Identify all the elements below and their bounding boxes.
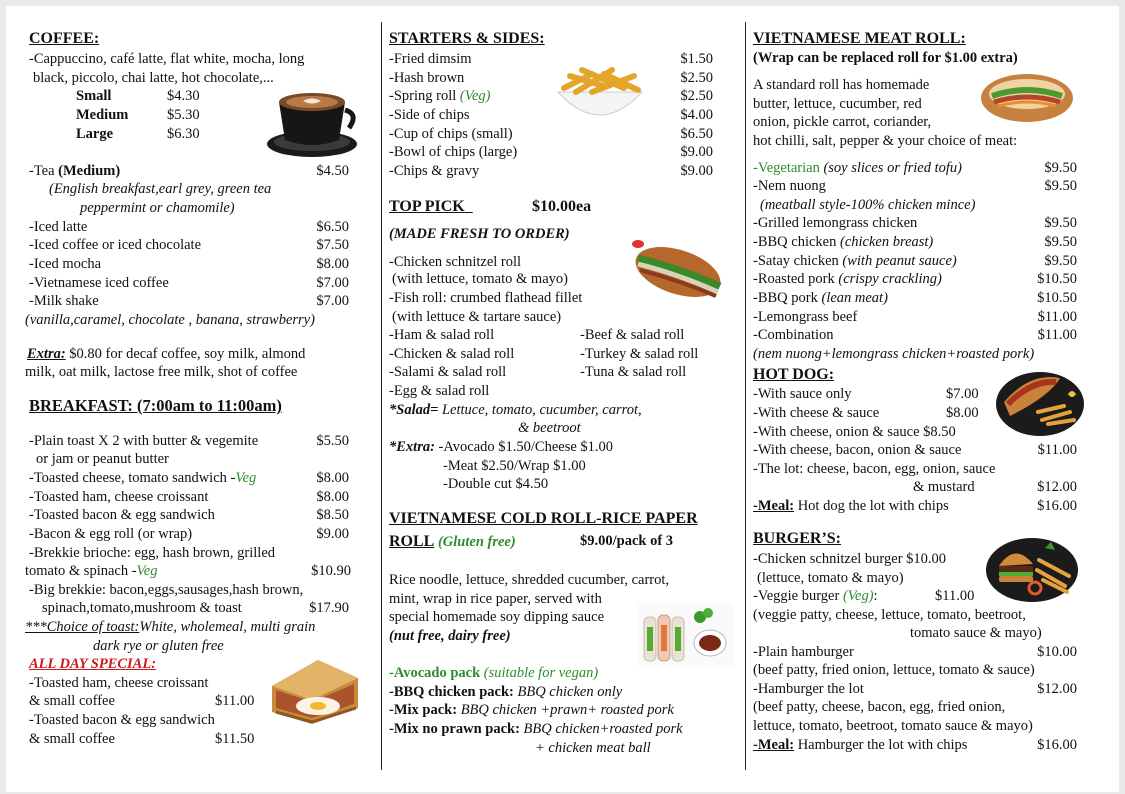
burger-price: $10.00 — [1037, 644, 1077, 660]
breakfast-item: -Bacon & egg roll (or wrap) — [29, 526, 193, 542]
breakfast-price: $8.50 — [316, 507, 349, 523]
coffee-list: black, piccolo, chai latte, hot chocolate,... — [33, 70, 274, 86]
size-price: $6.30 — [167, 126, 200, 142]
roll-item: -Ham & salad roll — [389, 327, 495, 343]
size-label: Large — [76, 126, 114, 142]
meat-item: -Roasted pork (crispy crackling) — [753, 271, 942, 287]
drink-item: -Iced latte — [29, 219, 88, 235]
meat-price: $10.50 — [1037, 271, 1077, 287]
hotdog-item: -With cheese, onion & sauce $8.50 — [753, 424, 956, 440]
burger-item: (beef patty, fried onion, lettuce, tomato & sauce) — [753, 662, 1035, 678]
banh-mi-image — [978, 64, 1076, 132]
burger-item: (veggie patty, cheese, lettuce, tomato, beetroot, — [753, 607, 1026, 623]
breakfast-price: $10.90 — [311, 563, 351, 579]
roll-item: -Egg & salad roll — [389, 383, 490, 399]
hotdog-price: $11.00 — [1037, 442, 1077, 458]
burger-price: $11.00 — [935, 588, 975, 604]
roll-item: -Beef & salad roll — [580, 327, 685, 343]
coldroll-desc: mint, wrap in rice paper, served with — [389, 591, 602, 607]
hotdog-item: & mustard — [913, 479, 975, 495]
size-price: $5.30 — [167, 107, 200, 123]
meat-item: -Satay chicken (with peanut sauce) — [753, 253, 957, 269]
breakfast-price: $9.00 — [316, 526, 349, 542]
allday-item: -Toasted bacon & egg sandwich — [29, 712, 215, 728]
burger-item: -Plain hamburger — [753, 644, 854, 660]
meat-item: -BBQ chicken (chicken breast) — [753, 234, 934, 250]
coffee-cup-image — [265, 88, 360, 160]
starter-price: $9.00 — [680, 163, 713, 179]
meat-price: $9.50 — [1044, 178, 1077, 194]
coffee-list: -Cappuccino, café latte, flat white, mocha, long — [29, 51, 305, 67]
hotdog-meal: -Meal: Hot dog the lot with chips — [753, 498, 949, 514]
starter-item: -Hash brown — [389, 70, 465, 86]
drink-price: $7.00 — [316, 275, 349, 291]
meat-price: $9.50 — [1044, 160, 1077, 176]
meatroll-desc: butter, lettuce, cucumber, red — [753, 96, 922, 112]
pack-item: -BBQ chicken pack: BBQ chicken only — [389, 684, 623, 700]
starters-heading: STARTERS & SIDES: — [389, 30, 545, 47]
meatroll-sub: (Wrap can be replaced roll for $1.00 extra) — [753, 50, 1018, 66]
coldroll-price: $9.00/pack of 3 — [580, 533, 674, 549]
extra-options: *Extra: -Avocado $1.50/Cheese $1.00 — [389, 439, 614, 455]
starter-item: -Side of chips — [389, 107, 470, 123]
breakfast-item: or jam or peanut butter — [36, 451, 169, 467]
burger-price: $16.00 — [1037, 737, 1077, 753]
coffee-heading: COFFEE: — [29, 30, 100, 47]
starter-item: -Chips & gravy — [389, 163, 480, 179]
meat-item: -Nem nuong — [753, 178, 826, 194]
toastie-image — [266, 656, 362, 726]
starter-price: $6.50 — [680, 126, 713, 142]
rice-paper-roll-image — [638, 603, 734, 667]
meatroll-desc: hot chilli, salt, pepper & your choice of meat: — [753, 133, 1018, 149]
salad-note: & beetroot — [518, 420, 581, 436]
toppick-item: (with lettuce & tartare sauce) — [392, 309, 562, 325]
tea-item: -Tea (Medium) — [29, 163, 121, 179]
coldroll-desc: (nut free, dairy free) — [389, 628, 511, 644]
extra-note: Extra: $0.80 for decaf coffee, soy milk, almond — [27, 346, 306, 362]
toast-choice: ***Choice of toast:White, wholemeal, multi grain — [25, 619, 316, 635]
extra-options: -Double cut $4.50 — [443, 476, 549, 492]
extra-options: -Meat $2.50/Wrap $1.00 — [443, 458, 586, 474]
tea-note: peppermint or chamomile) — [80, 200, 235, 216]
burger-item: tomato sauce & mayo) — [910, 625, 1042, 641]
allday-item: -Toasted ham, cheese croissant — [29, 675, 209, 691]
breakfast-price: $8.00 — [316, 470, 349, 486]
starter-item: -Cup of chips (small) — [389, 126, 513, 142]
tea-price: $4.50 — [316, 163, 349, 179]
meat-price: $9.50 — [1044, 215, 1077, 231]
coldroll-desc: special homemade soy dipping sauce — [389, 609, 605, 625]
pack-item: -Avocado pack (suitable for vegan) — [389, 665, 599, 681]
column-divider — [745, 22, 746, 770]
meatroll-desc: onion, pickle carrot, coriander, — [753, 114, 932, 130]
breakfast-item: -Toasted ham, cheese croissant — [29, 489, 209, 505]
coldroll-heading: ROLL (Gluten free) — [389, 533, 516, 550]
meat-price: $11.00 — [1037, 327, 1077, 343]
burger-item: (lettuce, tomato & mayo) — [757, 570, 904, 586]
pack-item: -Mix no prawn pack: BBQ chicken+roasted pork — [389, 721, 683, 737]
toppick-item: -Chicken schnitzel roll — [389, 254, 522, 270]
meat-item: -Lemongrass beef — [753, 309, 858, 325]
breakfast-item: -Brekkie brioche: egg, hash brown, grilled — [29, 545, 276, 561]
starter-price: $1.50 — [680, 51, 713, 67]
allday-item: & small coffee — [29, 693, 115, 709]
pack-item: + chicken meat ball — [535, 740, 651, 756]
drink-price: $6.50 — [316, 219, 349, 235]
size-label: Small — [76, 88, 112, 104]
toppick-sub: (MADE FRESH TO ORDER) — [389, 226, 570, 242]
chips-image — [552, 62, 648, 132]
allday-price: $11.00 — [215, 693, 255, 709]
hotdog-image — [994, 366, 1086, 438]
size-label: Medium — [76, 107, 129, 123]
combo-note: (nem nuong+lemongrass chicken+roasted pork) — [753, 346, 1035, 362]
starter-item: -Spring roll (Veg) — [389, 88, 491, 104]
starter-price: $2.50 — [680, 88, 713, 104]
hotdog-price: $16.00 — [1037, 498, 1077, 514]
drink-item: -Milk shake — [29, 293, 99, 309]
roll-item: -Turkey & salad roll — [580, 346, 699, 362]
breakfast-heading: BREAKFAST: (7:00am to 11:00am) — [29, 396, 282, 415]
hotdog-item: -With cheese & sauce — [753, 405, 880, 421]
roll-item: -Salami & salad roll — [389, 364, 507, 380]
column-divider — [381, 22, 382, 770]
meat-item: -Vegetarian (soy slices or fried tofu) — [753, 160, 962, 176]
toppick-item: -Fish roll: crumbed flathead fillet — [389, 290, 583, 306]
coldroll-desc: Rice noodle, lettuce, shredded cucumber, carrot, — [389, 572, 670, 588]
salad-note: *Salad= Lettuce, tomato, cucumber, carrot, — [389, 402, 642, 418]
breakfast-price: $17.90 — [309, 600, 349, 616]
meat-item: -Combination — [753, 327, 834, 343]
hotdog-item: -The lot: cheese, bacon, egg, onion, sauce — [753, 461, 996, 477]
drink-item: -Iced coffee or iced chocolate — [29, 237, 202, 253]
burger-image — [985, 536, 1080, 604]
hotdog-item: -With cheese, bacon, onion & sauce — [753, 442, 962, 458]
meat-item: -Grilled lemongrass chicken — [753, 215, 918, 231]
drink-item: -Iced mocha — [29, 256, 102, 272]
hotdog-price: $7.00 — [946, 386, 979, 402]
breakfast-item: -Toasted bacon & egg sandwich — [29, 507, 215, 523]
roll-item: -Tuna & salad roll — [580, 364, 687, 380]
starter-price: $2.50 — [680, 70, 713, 86]
burger-item: -Hamburger the lot — [753, 681, 864, 697]
burger-item: -Chicken schnitzel burger $10.00 — [753, 551, 947, 567]
breakfast-price: $5.50 — [316, 433, 349, 449]
size-price: $4.30 — [167, 88, 200, 104]
roll-item: -Chicken & salad roll — [389, 346, 515, 362]
toppick-heading: TOP PICK — [389, 198, 465, 215]
breakfast-item: -Big brekkie: bacon,eggs,sausages,hash brown, — [29, 582, 304, 598]
meatroll-heading: VIETNAMESE MEAT ROLL: — [753, 30, 966, 47]
drink-price: $7.50 — [316, 237, 349, 253]
toppick-price: $10.00ea — [532, 198, 592, 215]
burger-price: $12.00 — [1037, 681, 1077, 697]
hotdog-heading: HOT DOG: — [753, 366, 835, 383]
extra-note: milk, oat milk, lactose free milk, shot of coffee — [25, 364, 298, 380]
hotdog-item: -With sauce only — [753, 386, 852, 402]
allday-heading: ALL DAY SPECIAL: — [29, 656, 157, 672]
breakfast-item: tomato & spinach -Veg — [25, 563, 158, 579]
meat-note: (meatball style-100% chicken mince) — [760, 197, 976, 213]
meat-price: $10.50 — [1037, 290, 1077, 306]
toast-choice: dark rye or gluten free — [93, 638, 224, 654]
sandwich-roll-image — [628, 232, 724, 304]
toppick-item: (with lettuce, tomato & mayo) — [392, 271, 568, 287]
meat-price: $9.50 — [1044, 234, 1077, 250]
burger-heading: BURGER’S: — [753, 530, 842, 547]
drink-item: -Vietnamese iced coffee — [29, 275, 169, 291]
breakfast-item: -Toasted cheese, tomato sandwich -Veg — [29, 470, 257, 486]
shake-note: (vanilla,caramel, chocolate , banana, strawberry) — [25, 312, 315, 328]
starter-price: $4.00 — [680, 107, 713, 123]
burger-meal: -Meal: Hamburger the lot with chips — [753, 737, 968, 753]
starter-price: $9.00 — [680, 144, 713, 160]
breakfast-price: $8.00 — [316, 489, 349, 505]
starter-item: -Fried dimsim — [389, 51, 472, 67]
meat-price: $11.00 — [1037, 309, 1077, 325]
burger-item: -Veggie burger (Veg): — [753, 588, 878, 604]
meat-price: $9.50 — [1044, 253, 1077, 269]
starter-item: -Bowl of chips (large) — [389, 144, 518, 160]
coldroll-heading: VIETNAMESE COLD ROLL-RICE PAPER — [389, 510, 698, 527]
meat-item: -BBQ pork (lean meat) — [753, 290, 888, 306]
tea-note: (English breakfast,earl grey, green tea — [49, 181, 272, 197]
burger-item: lettuce, tomato, beetroot, tomato sauce & mayo) — [753, 718, 1033, 734]
breakfast-item: -Plain toast X 2 with butter & vegemite — [29, 433, 259, 449]
drink-price: $8.00 — [316, 256, 349, 272]
hotdog-price: $12.00 — [1037, 479, 1077, 495]
allday-price: $11.50 — [215, 731, 255, 747]
pack-item: -Mix pack: BBQ chicken +prawn+ roasted pork — [389, 702, 674, 718]
allday-item: & small coffee — [29, 731, 115, 747]
hotdog-price: $8.00 — [946, 405, 979, 421]
meatroll-desc: A standard roll has homemade — [753, 77, 930, 93]
drink-price: $7.00 — [316, 293, 349, 309]
burger-item: (beef patty, cheese, bacon, egg, fried onion, — [753, 699, 1006, 715]
breakfast-item: spinach,tomato,mushroom & toast — [42, 600, 242, 616]
